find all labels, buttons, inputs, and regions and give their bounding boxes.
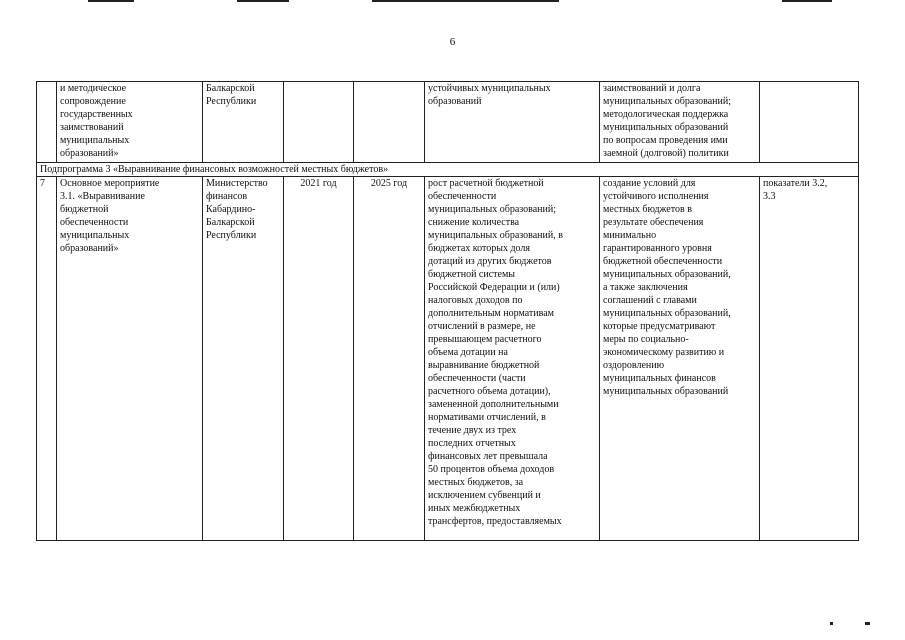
cell-start-year: 2021 год xyxy=(284,177,354,541)
cell-activity-name: и методическое сопровождение государственных заимствований муниципальных образований» xyxy=(57,82,203,163)
cell-consequences: создание условий для устойчивого исполнения местных бюджетов в результате обеспечения минимально гарантированного уровня бюджетной обеспеченности муниципальных образований, а также заключения соглашений с главами муниципальных образований, которые предусматривают меры по социально- экономическому развитию и оздоровлению муниципальных финансов муниципальных образований xyxy=(600,177,760,541)
cell-expected-result: устойчивых муниципальных образований xyxy=(425,82,600,163)
subprogram-row xyxy=(37,163,859,177)
cell-number: 7 xyxy=(37,177,57,541)
cell-start-year xyxy=(284,82,354,163)
cell-executor: Балкарской Республики xyxy=(203,82,284,163)
cell-activity-name: Основное мероприятие 3.1. «Выравнивание бюджетной обеспеченности муниципальных образований» xyxy=(57,177,203,541)
scan-edge-line xyxy=(88,0,134,2)
scan-speck xyxy=(830,622,833,625)
cell-end-year xyxy=(354,82,425,163)
subprogram-title: Подпрограмма 3 «Выравнивание финансовых возможностей местных бюджетов» xyxy=(37,163,859,177)
scan-edge-line xyxy=(372,0,559,2)
scan-edge-line xyxy=(237,0,289,2)
scan-edge-line xyxy=(782,0,832,2)
scan-speck xyxy=(865,622,870,625)
cell-expected-result: рост расчетной бюджетной обеспеченности муниципальных образований; снижение количества муниципальных образований, в бюджетах которых доля дотаций из других бюджетов бюджетной системы Российской Федерации и (или) налоговых доходов по дополнительным нормативам отчислений в размере, не превышающем расчетного объема дотации на выравнивание бюджетной обеспеченности (части расчетного объема дотации), замененной дополнительными нормативами отчислений, в течение двух из трех последних отчетных финансовых лет превышала 50 процентов объема доходов местных бюджетов, за исключением субвенций и иных межбюджетных трансфертов, предоставляемых xyxy=(425,177,600,541)
cell-indicators xyxy=(760,82,859,163)
page-number: 6 xyxy=(449,36,456,48)
cell-number xyxy=(37,82,57,163)
table-row xyxy=(37,177,859,541)
program-table xyxy=(36,81,859,541)
table-row xyxy=(37,82,859,163)
cell-consequences: заимствований и долга муниципальных образований; методологическая поддержка муниципальных образований по вопросам проведения ими заемной (долговой) политики xyxy=(600,82,760,163)
cell-executor: Министерство финансов Кабардино- Балкарской Республики xyxy=(203,177,284,541)
cell-indicators: показатели 3.2, 3.3 xyxy=(760,177,859,541)
cell-end-year: 2025 год xyxy=(354,177,425,541)
